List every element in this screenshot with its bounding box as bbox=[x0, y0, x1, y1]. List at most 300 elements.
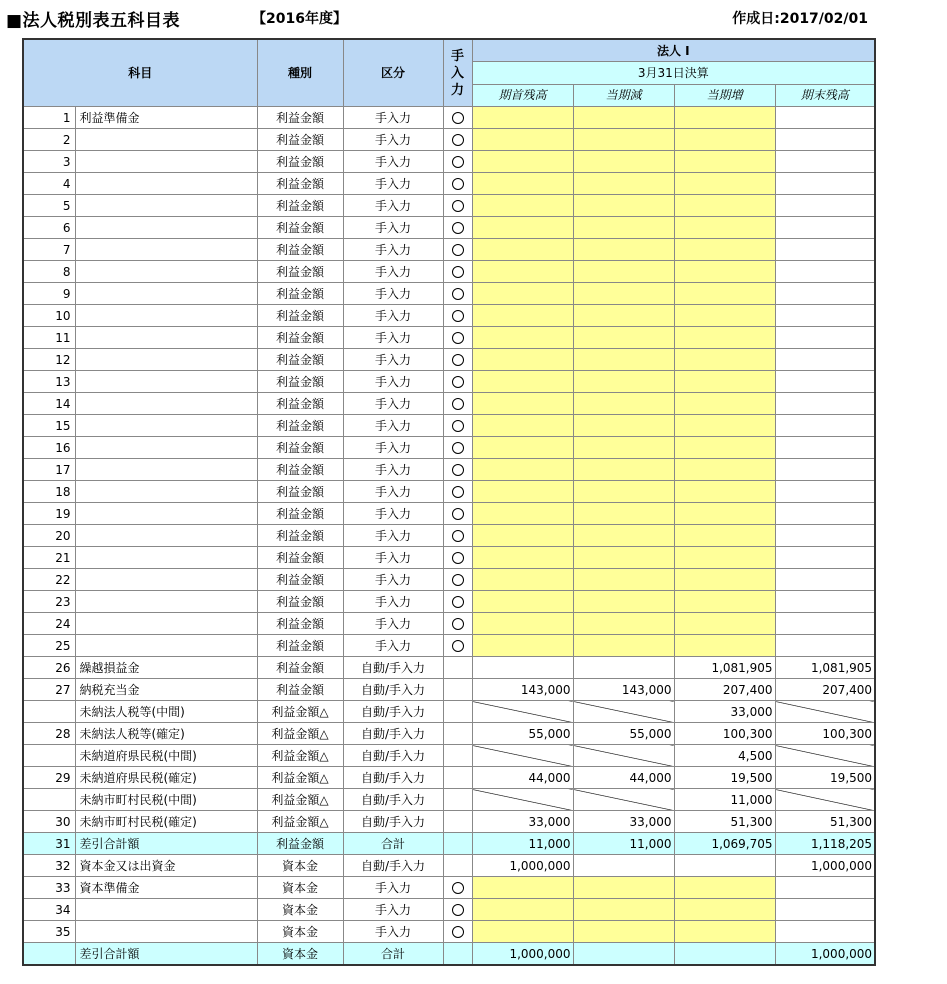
subject-name[interactable] bbox=[75, 151, 257, 173]
header-manual bbox=[443, 39, 472, 107]
decrease-cell[interactable] bbox=[573, 107, 674, 129]
manual-flag-cell bbox=[443, 943, 472, 966]
table-row bbox=[23, 745, 875, 767]
kubun-cell: 合計 bbox=[343, 833, 443, 855]
manual-flag-cell bbox=[443, 701, 472, 723]
manual-flag-cell bbox=[443, 657, 472, 679]
closing-balance-cell bbox=[775, 393, 875, 415]
manual-circle-icon bbox=[452, 618, 464, 630]
closing-balance-cell bbox=[775, 327, 875, 349]
manual-flag-cell bbox=[443, 503, 472, 525]
closing-balance-cell bbox=[775, 789, 875, 811]
closing-balance-cell bbox=[775, 349, 875, 371]
row-number: 1 bbox=[23, 107, 75, 129]
manual-circle-icon bbox=[452, 486, 464, 498]
type-cell: 利益金額 bbox=[257, 261, 343, 283]
increase-cell[interactable] bbox=[674, 327, 775, 349]
table-row bbox=[23, 327, 875, 349]
increase-cell[interactable] bbox=[674, 547, 775, 569]
decrease-cell[interactable] bbox=[573, 437, 674, 459]
manual-flag-cell bbox=[443, 195, 472, 217]
opening-balance-cell[interactable] bbox=[472, 261, 573, 283]
increase-cell[interactable] bbox=[674, 371, 775, 393]
type-cell: 利益金額△ bbox=[257, 811, 343, 833]
closing-balance-cell bbox=[775, 107, 875, 129]
row-number: 5 bbox=[23, 195, 75, 217]
subject-name[interactable] bbox=[75, 393, 257, 415]
type-cell: 利益金額 bbox=[257, 151, 343, 173]
decrease-cell[interactable] bbox=[573, 305, 674, 327]
increase-cell[interactable] bbox=[674, 635, 775, 657]
manual-circle-icon bbox=[452, 288, 464, 300]
subject-name: 納税充当金 bbox=[75, 679, 257, 701]
kubun-cell: 自動/手入力 bbox=[343, 723, 443, 745]
decrease-cell[interactable] bbox=[573, 261, 674, 283]
subject-name[interactable] bbox=[75, 305, 257, 327]
manual-circle-icon bbox=[452, 376, 464, 388]
subject-name[interactable] bbox=[75, 547, 257, 569]
table-row bbox=[23, 789, 875, 811]
row-number: 21 bbox=[23, 547, 75, 569]
kubun-cell: 手入力 bbox=[343, 437, 443, 459]
manual-flag-cell bbox=[443, 613, 472, 635]
opening-balance-cell[interactable] bbox=[472, 921, 573, 943]
type-cell: 利益金額△ bbox=[257, 701, 343, 723]
opening-balance-cell bbox=[472, 745, 573, 767]
closing-balance-cell bbox=[775, 635, 875, 657]
manual-flag-cell bbox=[443, 811, 472, 833]
row-number: 29 bbox=[23, 767, 75, 789]
decrease-cell[interactable] bbox=[573, 899, 674, 921]
subject-name[interactable]: 利益準備金 bbox=[75, 107, 257, 129]
manual-circle-icon bbox=[452, 178, 464, 190]
closing-balance-cell: 19,500 bbox=[775, 767, 875, 789]
decrease-cell[interactable] bbox=[573, 613, 674, 635]
manual-flag-cell bbox=[443, 327, 472, 349]
increase-cell[interactable] bbox=[674, 415, 775, 437]
manual-circle-icon bbox=[452, 332, 464, 344]
manual-circle-icon bbox=[452, 442, 464, 454]
manual-circle-icon bbox=[452, 882, 464, 894]
decrease-cell: 143,000 bbox=[573, 679, 674, 701]
subject-name: 資本金又は出資金 bbox=[75, 855, 257, 877]
increase-cell[interactable] bbox=[674, 305, 775, 327]
increase-cell[interactable] bbox=[674, 437, 775, 459]
row-number: 2 bbox=[23, 129, 75, 151]
table-row bbox=[23, 547, 875, 569]
table-row bbox=[23, 635, 875, 657]
increase-cell: 19,500 bbox=[674, 767, 775, 789]
row-number bbox=[23, 745, 75, 767]
table-row bbox=[23, 921, 875, 943]
row-number: 28 bbox=[23, 723, 75, 745]
closing-balance-cell bbox=[775, 261, 875, 283]
closing-balance-cell: 1,081,905 bbox=[775, 657, 875, 679]
closing-balance-cell bbox=[775, 371, 875, 393]
subject-name[interactable] bbox=[75, 283, 257, 305]
increase-cell[interactable] bbox=[674, 459, 775, 481]
subject-name[interactable] bbox=[75, 635, 257, 657]
table-row bbox=[23, 943, 875, 966]
manual-flag-cell bbox=[443, 305, 472, 327]
decrease-cell[interactable] bbox=[573, 569, 674, 591]
increase-cell[interactable] bbox=[674, 877, 775, 899]
closing-balance-cell bbox=[775, 591, 875, 613]
header-type: 種別 bbox=[257, 39, 343, 107]
type-cell: 利益金額 bbox=[257, 371, 343, 393]
increase-cell[interactable] bbox=[674, 393, 775, 415]
row-number: 12 bbox=[23, 349, 75, 371]
manual-flag-cell bbox=[443, 261, 472, 283]
kubun-cell: 手入力 bbox=[343, 239, 443, 261]
table-row bbox=[23, 393, 875, 415]
closing-balance-cell: 1,118,205 bbox=[775, 833, 875, 855]
header-closing-balance: 期末残高 bbox=[775, 84, 875, 106]
opening-balance-cell[interactable] bbox=[472, 569, 573, 591]
manual-circle-icon bbox=[452, 530, 464, 542]
increase-cell[interactable] bbox=[674, 283, 775, 305]
decrease-cell bbox=[573, 657, 674, 679]
row-number: 26 bbox=[23, 657, 75, 679]
opening-balance-cell[interactable] bbox=[472, 283, 573, 305]
table-row bbox=[23, 481, 875, 503]
type-cell: 利益金額 bbox=[257, 415, 343, 437]
manual-flag-cell bbox=[443, 569, 472, 591]
manual-circle-icon bbox=[452, 244, 464, 256]
opening-balance-cell[interactable] bbox=[472, 129, 573, 151]
table-row bbox=[23, 151, 875, 173]
manual-circle-icon bbox=[452, 508, 464, 520]
increase-cell[interactable] bbox=[674, 107, 775, 129]
manual-flag-cell bbox=[443, 767, 472, 789]
kubun-cell: 自動/手入力 bbox=[343, 767, 443, 789]
subject-name[interactable] bbox=[75, 503, 257, 525]
manual-circle-icon bbox=[452, 398, 464, 410]
increase-cell[interactable] bbox=[674, 569, 775, 591]
opening-balance-cell: 143,000 bbox=[472, 679, 573, 701]
opening-balance-cell[interactable] bbox=[472, 393, 573, 415]
increase-cell: 33,000 bbox=[674, 701, 775, 723]
opening-balance-cell[interactable] bbox=[472, 107, 573, 129]
opening-balance-cell bbox=[472, 789, 573, 811]
kubun-cell: 自動/手入力 bbox=[343, 855, 443, 877]
decrease-cell[interactable] bbox=[573, 349, 674, 371]
kubun-cell: 手入力 bbox=[343, 503, 443, 525]
increase-cell[interactable] bbox=[674, 217, 775, 239]
increase-cell: 4,500 bbox=[674, 745, 775, 767]
kubun-cell: 手入力 bbox=[343, 613, 443, 635]
header-manual-text: 手入力 bbox=[451, 48, 465, 98]
opening-balance-cell[interactable] bbox=[472, 877, 573, 899]
decrease-cell[interactable] bbox=[573, 459, 674, 481]
row-number: 30 bbox=[23, 811, 75, 833]
kubun-cell: 自動/手入力 bbox=[343, 657, 443, 679]
closing-balance-cell: 1,000,000 bbox=[775, 943, 875, 966]
type-cell: 利益金額 bbox=[257, 217, 343, 239]
closing-balance-cell bbox=[775, 745, 875, 767]
decrease-cell: 11,000 bbox=[573, 833, 674, 855]
decrease-cell[interactable] bbox=[573, 283, 674, 305]
manual-flag-cell bbox=[443, 173, 472, 195]
manual-circle-icon bbox=[452, 134, 464, 146]
decrease-cell[interactable] bbox=[573, 217, 674, 239]
subject-name[interactable] bbox=[75, 371, 257, 393]
closing-balance-cell bbox=[775, 921, 875, 943]
subject-name[interactable] bbox=[75, 569, 257, 591]
decrease-cell[interactable] bbox=[573, 635, 674, 657]
manual-flag-cell bbox=[443, 899, 472, 921]
type-cell: 利益金額 bbox=[257, 503, 343, 525]
decrease-cell[interactable] bbox=[573, 921, 674, 943]
opening-balance-cell[interactable] bbox=[472, 459, 573, 481]
increase-cell[interactable] bbox=[674, 591, 775, 613]
table-row bbox=[23, 899, 875, 921]
type-cell: 利益金額 bbox=[257, 679, 343, 701]
kubun-cell: 手入力 bbox=[343, 151, 443, 173]
row-number: 8 bbox=[23, 261, 75, 283]
increase-cell[interactable] bbox=[674, 261, 775, 283]
decrease-cell bbox=[573, 855, 674, 877]
manual-flag-cell bbox=[443, 745, 472, 767]
increase-cell[interactable] bbox=[674, 195, 775, 217]
opening-balance-cell[interactable] bbox=[472, 371, 573, 393]
subject-name[interactable] bbox=[75, 195, 257, 217]
opening-balance-cell[interactable] bbox=[472, 239, 573, 261]
type-cell: 利益金額 bbox=[257, 481, 343, 503]
opening-balance-cell[interactable] bbox=[472, 613, 573, 635]
increase-cell[interactable] bbox=[674, 173, 775, 195]
increase-cell[interactable] bbox=[674, 239, 775, 261]
increase-cell[interactable] bbox=[674, 899, 775, 921]
subject-name: 未納法人税等(確定) bbox=[75, 723, 257, 745]
type-cell: 利益金額 bbox=[257, 349, 343, 371]
increase-cell[interactable] bbox=[674, 129, 775, 151]
opening-balance-cell[interactable] bbox=[472, 305, 573, 327]
manual-circle-icon bbox=[452, 200, 464, 212]
opening-balance-cell[interactable] bbox=[472, 151, 573, 173]
closing-balance-cell: 207,400 bbox=[775, 679, 875, 701]
decrease-cell[interactable] bbox=[573, 481, 674, 503]
header-corp: 法人 I bbox=[472, 39, 875, 62]
manual-circle-icon bbox=[452, 904, 464, 916]
decrease-cell: 44,000 bbox=[573, 767, 674, 789]
manual-flag-cell bbox=[443, 723, 472, 745]
opening-balance-cell[interactable] bbox=[472, 503, 573, 525]
subject-name[interactable] bbox=[75, 437, 257, 459]
row-number: 25 bbox=[23, 635, 75, 657]
subject-name[interactable] bbox=[75, 525, 257, 547]
decrease-cell[interactable] bbox=[573, 547, 674, 569]
closing-balance-cell bbox=[775, 437, 875, 459]
kubun-cell: 手入力 bbox=[343, 481, 443, 503]
opening-balance-cell[interactable] bbox=[472, 635, 573, 657]
row-number: 34 bbox=[23, 899, 75, 921]
decrease-cell[interactable] bbox=[573, 393, 674, 415]
table-row bbox=[23, 591, 875, 613]
manual-circle-icon bbox=[452, 266, 464, 278]
increase-cell[interactable] bbox=[674, 921, 775, 943]
kubun-cell: 手入力 bbox=[343, 415, 443, 437]
manual-flag-cell bbox=[443, 547, 472, 569]
subject-name[interactable] bbox=[75, 899, 257, 921]
row-number: 3 bbox=[23, 151, 75, 173]
subject-name[interactable] bbox=[75, 239, 257, 261]
table-row bbox=[23, 811, 875, 833]
manual-flag-cell bbox=[443, 107, 472, 129]
closing-balance-cell bbox=[775, 217, 875, 239]
manual-circle-icon bbox=[452, 596, 464, 608]
kubun-cell: 手入力 bbox=[343, 129, 443, 151]
kubun-cell: 自動/手入力 bbox=[343, 789, 443, 811]
decrease-cell: 55,000 bbox=[573, 723, 674, 745]
increase-cell[interactable] bbox=[674, 503, 775, 525]
opening-balance-cell[interactable] bbox=[472, 173, 573, 195]
opening-balance-cell[interactable] bbox=[472, 415, 573, 437]
kubun-cell: 手入力 bbox=[343, 283, 443, 305]
type-cell: 利益金額 bbox=[257, 393, 343, 415]
opening-balance-cell: 55,000 bbox=[472, 723, 573, 745]
table-row bbox=[23, 613, 875, 635]
decrease-cell[interactable] bbox=[573, 591, 674, 613]
subject-name[interactable] bbox=[75, 921, 257, 943]
subject-name[interactable] bbox=[75, 327, 257, 349]
closing-balance-cell: 100,300 bbox=[775, 723, 875, 745]
increase-cell[interactable] bbox=[674, 481, 775, 503]
kubun-cell: 手入力 bbox=[343, 459, 443, 481]
decrease-cell[interactable] bbox=[573, 151, 674, 173]
closing-balance-cell bbox=[775, 569, 875, 591]
kubun-cell: 手入力 bbox=[343, 591, 443, 613]
subject-name: 差引合計額 bbox=[75, 943, 257, 966]
opening-balance-cell[interactable] bbox=[472, 481, 573, 503]
subject-name[interactable] bbox=[75, 613, 257, 635]
closing-balance-cell: 1,000,000 bbox=[775, 855, 875, 877]
manual-flag-cell bbox=[443, 855, 472, 877]
type-cell: 資本金 bbox=[257, 921, 343, 943]
opening-balance-cell[interactable] bbox=[472, 217, 573, 239]
manual-circle-icon bbox=[452, 310, 464, 322]
closing-balance-cell bbox=[775, 525, 875, 547]
type-cell: 利益金額 bbox=[257, 657, 343, 679]
decrease-cell[interactable] bbox=[573, 129, 674, 151]
subject-name[interactable] bbox=[75, 591, 257, 613]
row-number: 24 bbox=[23, 613, 75, 635]
kubun-cell: 合計 bbox=[343, 943, 443, 966]
opening-balance-cell[interactable] bbox=[472, 349, 573, 371]
decrease-cell[interactable] bbox=[573, 195, 674, 217]
manual-circle-icon bbox=[452, 354, 464, 366]
manual-circle-icon bbox=[452, 464, 464, 476]
type-cell: 利益金額 bbox=[257, 459, 343, 481]
row-number: 9 bbox=[23, 283, 75, 305]
table-row bbox=[23, 657, 875, 679]
kubun-cell: 手入力 bbox=[343, 877, 443, 899]
increase-cell[interactable] bbox=[674, 613, 775, 635]
subject-name[interactable] bbox=[75, 217, 257, 239]
table-row bbox=[23, 459, 875, 481]
table-row bbox=[23, 195, 875, 217]
manual-circle-icon bbox=[452, 926, 464, 938]
closing-balance-cell bbox=[775, 613, 875, 635]
decrease-cell: 33,000 bbox=[573, 811, 674, 833]
opening-balance-cell: 1,000,000 bbox=[472, 943, 573, 966]
decrease-cell[interactable] bbox=[573, 503, 674, 525]
row-number bbox=[23, 701, 75, 723]
row-number: 33 bbox=[23, 877, 75, 899]
decrease-cell[interactable] bbox=[573, 525, 674, 547]
row-number: 13 bbox=[23, 371, 75, 393]
decrease-cell[interactable] bbox=[573, 415, 674, 437]
table-row bbox=[23, 503, 875, 525]
type-cell: 利益金額△ bbox=[257, 745, 343, 767]
subject-name[interactable] bbox=[75, 173, 257, 195]
type-cell: 資本金 bbox=[257, 899, 343, 921]
subject-name[interactable] bbox=[75, 261, 257, 283]
closing-balance-cell bbox=[775, 415, 875, 437]
subject-name[interactable]: 資本準備金 bbox=[75, 877, 257, 899]
manual-flag-cell bbox=[443, 393, 472, 415]
page-title: ■法人税別表五科目表 bbox=[6, 11, 181, 31]
increase-cell[interactable] bbox=[674, 349, 775, 371]
increase-cell: 51,300 bbox=[674, 811, 775, 833]
row-number: 23 bbox=[23, 591, 75, 613]
type-cell: 利益金額 bbox=[257, 591, 343, 613]
opening-balance-cell[interactable] bbox=[472, 327, 573, 349]
opening-balance-cell[interactable] bbox=[472, 525, 573, 547]
decrease-cell[interactable] bbox=[573, 877, 674, 899]
row-number: 6 bbox=[23, 217, 75, 239]
kubun-cell: 手入力 bbox=[343, 569, 443, 591]
decrease-cell[interactable] bbox=[573, 173, 674, 195]
increase-cell[interactable] bbox=[674, 525, 775, 547]
opening-balance-cell[interactable] bbox=[472, 437, 573, 459]
manual-flag-cell bbox=[443, 371, 472, 393]
row-number: 19 bbox=[23, 503, 75, 525]
decrease-cell[interactable] bbox=[573, 327, 674, 349]
subject-name[interactable] bbox=[75, 459, 257, 481]
type-cell: 資本金 bbox=[257, 943, 343, 966]
decrease-cell bbox=[573, 745, 674, 767]
created-date: 作成日:2017/02/01 bbox=[732, 11, 868, 27]
row-number: 35 bbox=[23, 921, 75, 943]
subject-name[interactable] bbox=[75, 481, 257, 503]
increase-cell[interactable] bbox=[674, 151, 775, 173]
kubun-cell: 手入力 bbox=[343, 371, 443, 393]
opening-balance-cell[interactable] bbox=[472, 899, 573, 921]
subject-name[interactable] bbox=[75, 415, 257, 437]
opening-balance-cell: 33,000 bbox=[472, 811, 573, 833]
decrease-cell bbox=[573, 943, 674, 966]
closing-balance-cell bbox=[775, 503, 875, 525]
subject-name[interactable] bbox=[75, 349, 257, 371]
decrease-cell[interactable] bbox=[573, 239, 674, 261]
manual-flag-cell bbox=[443, 525, 472, 547]
table-row bbox=[23, 261, 875, 283]
row-number bbox=[23, 943, 75, 966]
type-cell: 利益金額 bbox=[257, 635, 343, 657]
manual-flag-cell bbox=[443, 437, 472, 459]
kubun-cell: 手入力 bbox=[343, 349, 443, 371]
decrease-cell[interactable] bbox=[573, 371, 674, 393]
manual-flag-cell bbox=[443, 591, 472, 613]
opening-balance-cell[interactable] bbox=[472, 195, 573, 217]
opening-balance-cell[interactable] bbox=[472, 591, 573, 613]
row-number: 7 bbox=[23, 239, 75, 261]
subject-name[interactable] bbox=[75, 129, 257, 151]
closing-balance-cell bbox=[775, 701, 875, 723]
opening-balance-cell[interactable] bbox=[472, 547, 573, 569]
opening-balance-cell bbox=[472, 657, 573, 679]
